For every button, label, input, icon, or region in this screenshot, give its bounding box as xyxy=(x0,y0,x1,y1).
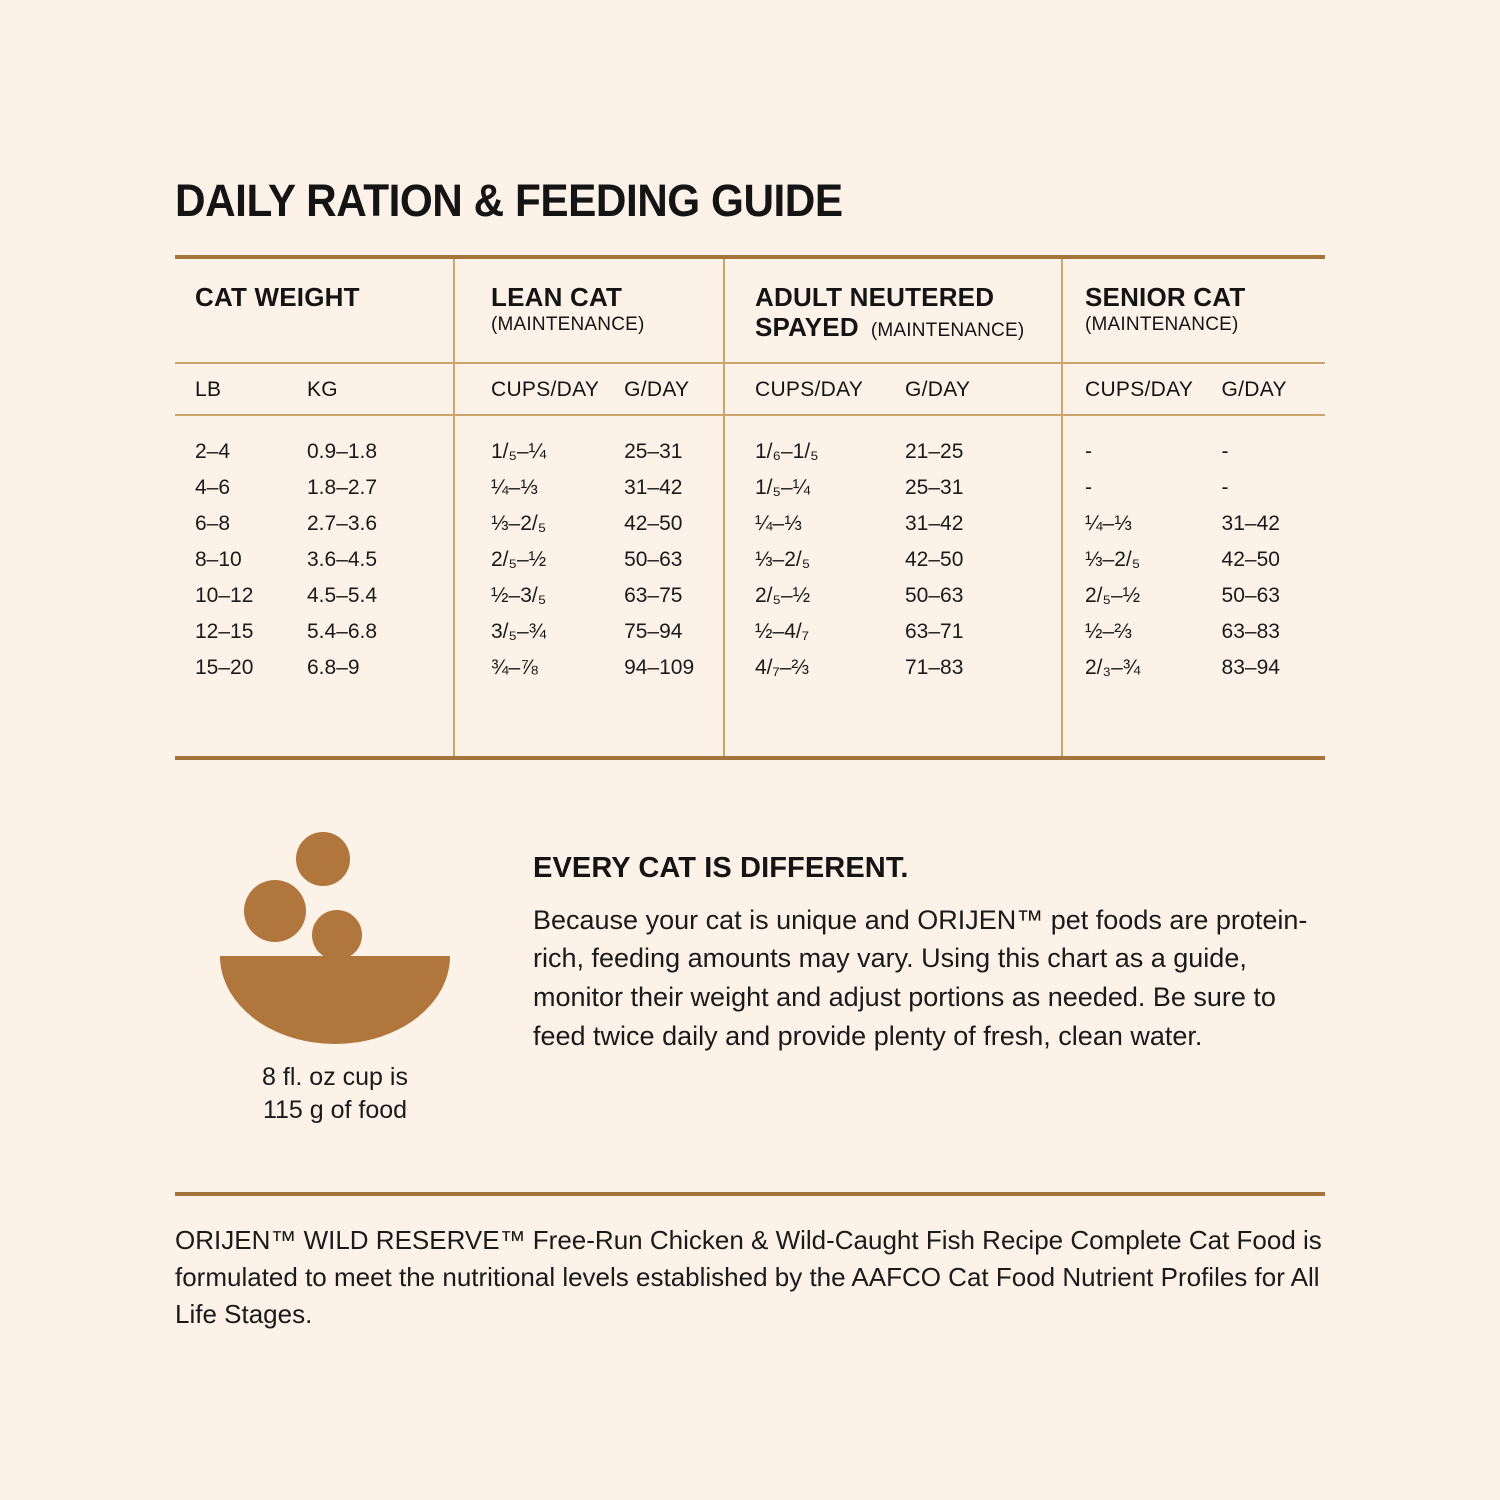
table-row xyxy=(491,506,723,542)
group-title-line2: SPAYED xyxy=(755,311,859,342)
table-row xyxy=(1085,578,1323,614)
cell-kg: 3.6–4.5 xyxy=(307,547,378,571)
footer-text: ORIJEN™ WILD RESERVE™ Free-Run Chicken & Wild-Caught Fish Recipe Complete Cat Food is formulated to meet the nutritional levels established by the AAFCO Cat Food Nutrient Profiles for All Life Stages. xyxy=(175,1225,1322,1329)
cell-cups: ⅓–2/₅ xyxy=(1085,547,1141,571)
column-header: G/DAY xyxy=(1221,377,1287,401)
table-row xyxy=(755,434,1061,470)
group-title: ADULT NEUTERED xyxy=(755,282,995,312)
column-header: CUPS/DAY xyxy=(755,377,864,401)
cell-grams: 31–42 xyxy=(905,511,964,535)
cell-cups: ¼–⅓ xyxy=(491,475,538,499)
cell-cups: ¼–⅓ xyxy=(1085,511,1132,535)
note-body: Because your cat is unique and ORIJEN™ pet foods are protein-rich, feeding amounts may vary. Using this chart as a guide, monitor their weight and adjust portions as needed. Be sure to feed twice daily and provide plenty of fresh, clean water. xyxy=(533,904,1308,1052)
table-row xyxy=(1085,506,1323,542)
cell-cups: 4/₇–⅔ xyxy=(755,655,809,679)
cell-kg: 2.7–3.6 xyxy=(307,511,378,535)
cell-cups: ½–3/₅ xyxy=(491,583,547,607)
cell-cups: 1/₆–1/₅ xyxy=(755,439,819,463)
column-header: KG xyxy=(307,377,338,401)
cell-cups: - xyxy=(1085,475,1092,499)
group-title: LEAN CAT xyxy=(491,282,623,312)
cell-grams: 50–63 xyxy=(624,547,683,571)
group-subtitle: (MAINTENANCE) xyxy=(870,319,1025,341)
cup-caption xyxy=(195,1061,475,1129)
cell-kg: 6.8–9 xyxy=(307,655,360,679)
cell-kg: 5.4–6.8 xyxy=(307,619,378,643)
note-heading: EVERY CAT IS DIFFERENT. xyxy=(533,851,909,884)
cell-cups: - xyxy=(1085,439,1092,463)
subheader-cells xyxy=(195,378,453,402)
subheader-senior-cat xyxy=(1061,364,1323,414)
table-group-adult-neutered-spayed xyxy=(723,259,1061,362)
cell-lb: 10–12 xyxy=(195,583,254,607)
table-row xyxy=(1085,470,1323,506)
cell-grams: 94–109 xyxy=(624,655,695,679)
cell-grams: 63–71 xyxy=(905,619,964,643)
table-row xyxy=(491,470,723,506)
cell-cups: ¼–⅓ xyxy=(755,511,802,535)
every-cat-note xyxy=(475,828,1325,1129)
table-row xyxy=(755,506,1061,542)
cell-grams: - xyxy=(1221,475,1229,499)
cell-grams: 50–63 xyxy=(1221,583,1280,607)
column-header: LB xyxy=(195,377,222,401)
cup-note-section xyxy=(175,828,1325,1129)
cell-grams: 63–83 xyxy=(1221,619,1280,643)
table-row xyxy=(195,434,453,470)
table-row xyxy=(491,578,723,614)
table-row xyxy=(195,578,453,614)
cell-grams: 21–25 xyxy=(905,439,964,463)
subheader-cells xyxy=(755,378,1061,402)
table-row xyxy=(491,650,723,686)
group-subtitle: (MAINTENANCE) xyxy=(491,313,645,335)
cell-grams: 42–50 xyxy=(624,511,683,535)
column-header: CUPS/DAY xyxy=(1085,377,1194,401)
table-row xyxy=(491,542,723,578)
cell-lb: 4–6 xyxy=(195,475,231,499)
subheader-cells xyxy=(491,378,723,402)
aafco-statement xyxy=(175,1192,1325,1333)
cell-cups: ⅓–2/₅ xyxy=(755,547,811,571)
cell-grams: 63–75 xyxy=(624,583,683,607)
cell-grams: 71–83 xyxy=(905,655,964,679)
cell-lb: 2–4 xyxy=(195,439,231,463)
cell-grams: 31–42 xyxy=(624,475,683,499)
table-group-senior-cat xyxy=(1061,259,1323,362)
cell-cups: 2/₅–½ xyxy=(1085,583,1141,607)
cell-cups: 2/₅–½ xyxy=(491,547,547,571)
cell-lb: 6–8 xyxy=(195,511,231,535)
table-header-row xyxy=(175,259,1325,362)
cell-kg: 4.5–5.4 xyxy=(307,583,378,607)
table-subheader-row xyxy=(175,364,1325,414)
feeding-table xyxy=(175,255,1325,760)
kibble-icon xyxy=(244,880,306,942)
group-title: CAT WEIGHT xyxy=(195,282,360,312)
cell-cups: ⅓–2/₅ xyxy=(491,511,547,535)
table-group-cat-weight xyxy=(175,259,453,362)
cell-grams: 75–94 xyxy=(624,619,683,643)
table-body xyxy=(175,416,1325,756)
page-title: DAILY RATION & FEEDING GUIDE xyxy=(175,175,843,226)
bowl-shape-icon xyxy=(220,956,450,1044)
group-subtitle: (MAINTENANCE) xyxy=(1085,313,1239,335)
table-column-cat-weight xyxy=(175,416,453,756)
table-row xyxy=(755,614,1061,650)
cell-grams: - xyxy=(1221,439,1229,463)
cell-cups: ¾–⅞ xyxy=(491,655,538,679)
table-row xyxy=(755,542,1061,578)
table-column-adult-neutered xyxy=(723,416,1061,756)
table-row xyxy=(195,650,453,686)
cell-cups: 2/₅–½ xyxy=(755,583,811,607)
table-row xyxy=(1085,650,1323,686)
table-row xyxy=(195,614,453,650)
cell-cups: 2/₃–¾ xyxy=(1085,655,1141,679)
cell-cups: 3/₅–¾ xyxy=(491,619,547,643)
table-group-lean-cat xyxy=(453,259,723,362)
food-bowl-icon xyxy=(220,828,450,1043)
table-column-senior-cat xyxy=(1061,416,1323,756)
kibble-icon xyxy=(296,832,350,886)
cell-grams: 31–42 xyxy=(1221,511,1280,535)
table-row xyxy=(491,614,723,650)
table-row xyxy=(195,506,453,542)
kibble-icon xyxy=(312,910,362,960)
cell-grams: 42–50 xyxy=(1221,547,1280,571)
cell-cups: ½–⅔ xyxy=(1085,619,1132,643)
table-row xyxy=(195,542,453,578)
table-row xyxy=(195,470,453,506)
table-row xyxy=(755,470,1061,506)
cell-grams: 50–63 xyxy=(905,583,964,607)
cell-cups: ½–4/₇ xyxy=(755,619,809,643)
subheader-adult-neutered xyxy=(723,364,1061,414)
cell-lb: 12–15 xyxy=(195,619,254,643)
table-row xyxy=(755,650,1061,686)
group-title: SENIOR CAT xyxy=(1085,282,1246,312)
cell-grams: 25–31 xyxy=(905,475,964,499)
cell-cups: 1/₅–¼ xyxy=(491,439,547,463)
table-row xyxy=(1085,542,1323,578)
table-row xyxy=(1085,614,1323,650)
cell-grams: 25–31 xyxy=(624,439,683,463)
cell-lb: 15–20 xyxy=(195,655,254,679)
subheader-cat-weight xyxy=(175,364,453,414)
column-header: G/DAY xyxy=(624,377,690,401)
column-header: CUPS/DAY xyxy=(491,377,600,401)
cell-lb: 8–10 xyxy=(195,547,242,571)
cell-grams: 83–94 xyxy=(1221,655,1280,679)
subheader-cells xyxy=(1085,378,1323,402)
cup-equivalence-block xyxy=(175,828,475,1129)
cup-caption-line1: 8 fl. oz cup is xyxy=(262,1062,408,1091)
column-header: G/DAY xyxy=(905,377,971,401)
subheader-lean-cat xyxy=(453,364,723,414)
table-row xyxy=(491,434,723,470)
table-column-lean-cat xyxy=(453,416,723,756)
cell-grams: 42–50 xyxy=(905,547,964,571)
table-row xyxy=(1085,434,1323,470)
table-row xyxy=(755,578,1061,614)
cell-kg: 0.9–1.8 xyxy=(307,439,378,463)
cell-cups: 1/₅–¼ xyxy=(755,475,811,499)
cell-kg: 1.8–2.7 xyxy=(307,475,378,499)
cup-caption-line2: 115 g of food xyxy=(262,1096,408,1125)
